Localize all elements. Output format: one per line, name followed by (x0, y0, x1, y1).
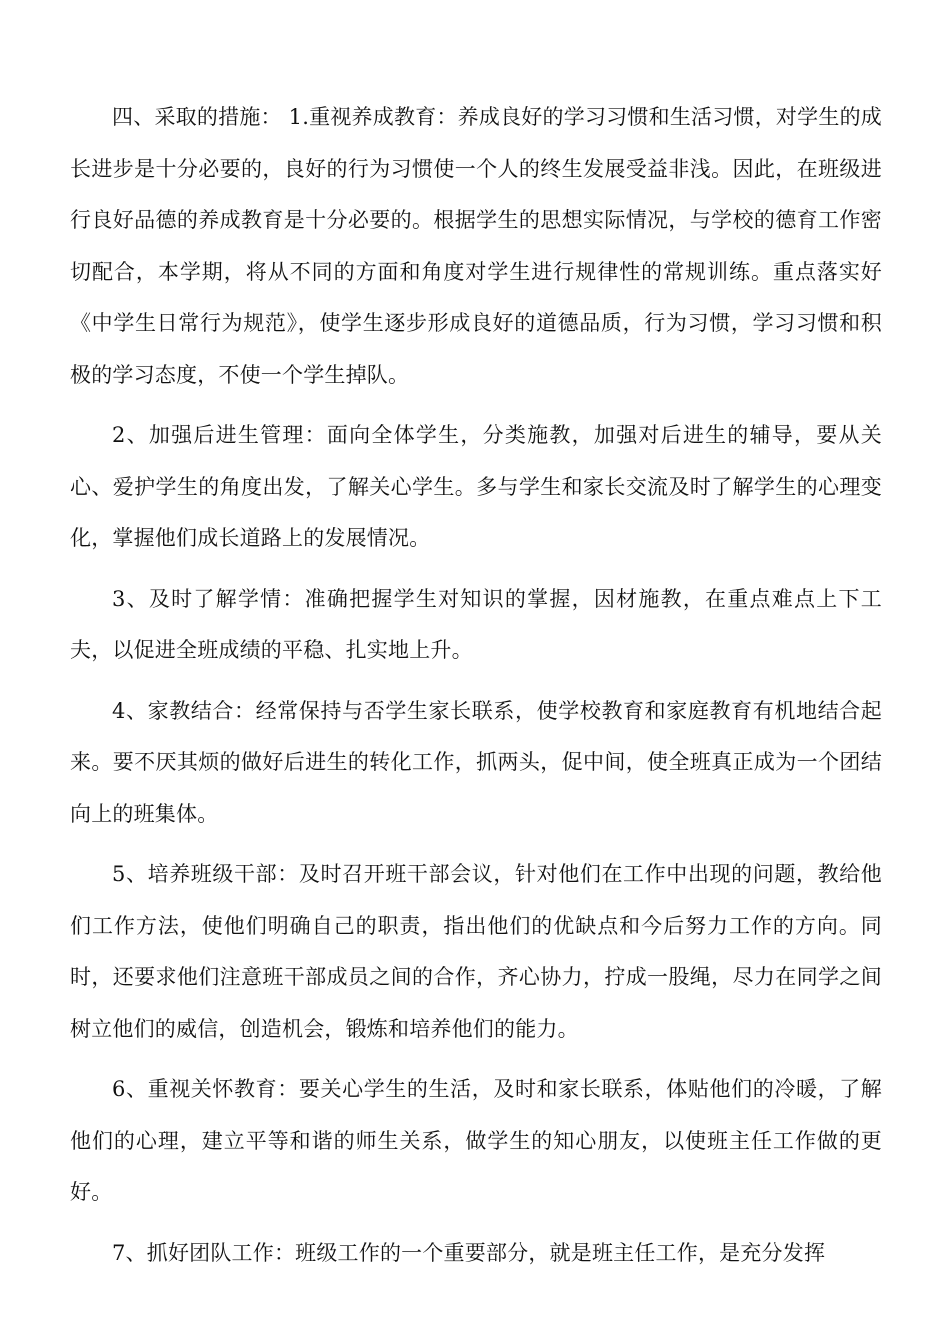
paragraph-underachiever-management: 2、加强后进生管理：面向全体学生，分类施教，加强对后进生的辅导，要从关心、爱护学生的角度出发，了解关心学生。多与学生和家长交流及时了解学生的心理变化，掌握他们成长道路上的发展情况。 (70, 423, 882, 550)
paragraph-class-cadres: 5、培养班级干部：及时召开班干部会议，针对他们在工作中出现的问题，教给他们工作方法，使他们明确自己的职责，指出他们的优缺点和今后努力工作的方向。同时，还要求他们注意班干部成员之间的合作，齐心协力，拧成一股绳，尽力在同学之间树立他们的威信，创造机会，锻炼和培养他们的能力。 (70, 862, 882, 1041)
paragraph-care-education: 6、重视关怀教育：要关心学生的生活，及时和家长联系，体贴他们的冷暖，了解他们的心理，建立平等和谐的师生关系，做学生的知心朋友，以使班主任工作做的更好。 (70, 1077, 882, 1204)
paragraph-home-school: 4、家教结合：经常保持与否学生家长联系，使学校教育和家庭教育有机地结合起来。要不厌其烦的做好后进生的转化工作，抓两头，促中间，使全班真正成为一个团结向上的班集体。 (70, 698, 882, 826)
document-page (70, 92, 882, 1288)
paragraph-team-work: 7、抓好团队工作：班级工作的一个重要部分，就是班主任工作，是充分发挥 (112, 1240, 826, 1265)
paragraph-learning-status: 3、及时了解学情：准确把握学生对知识的掌握，因材施教，在重点难点上下工夫，以促进全班成绩的平稳、扎实地上升。 (70, 586, 882, 662)
paragraph-measures-intro: 四、采取的措施： 1.重视养成教育：养成良好的学习习惯和生活习惯，对学生的成长进步是十分必要的，良好的行为习惯使一个人的终生发展受益非浅。因此，在班级进行良好品德的养成教育是十分必要的。根据学生的思想实际情况，与学校的德育工作密切配合，本学期，将从不同的方面和角度对学生进行规律性的常规训练。重点落实好《中学生日常行为规范》，使学生逐步形成良好的道德品质，行为习惯，学习习惯和积极的学习态度，不使一个学生掉队。 (70, 105, 882, 387)
